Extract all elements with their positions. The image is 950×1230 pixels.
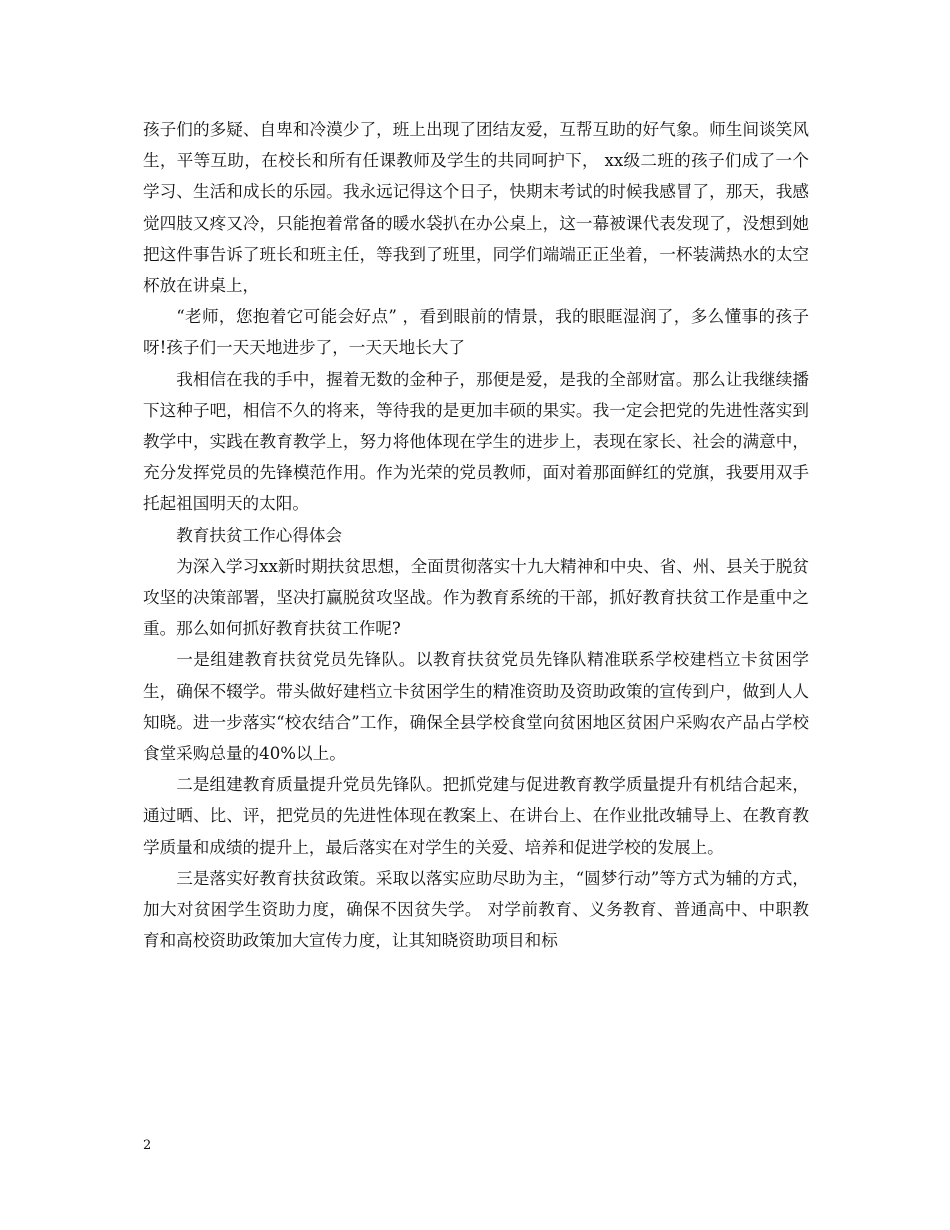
paragraph-intro: 为深入学习xx新时期扶贫思想，全面贯彻落实十九大精神和中央、省、州、县关于脱贫攻坚的决策部署，坚决打赢脱贫攻坚战。作为教育系统的干部，抓好教育扶贫工作是重中之重。那么如何抓好教育扶贫工作呢?: [143, 556, 809, 639]
paragraph-point-three: 三是落实好教育扶贫政策。采取以落实应助尽助为主，“圆梦行动”等方式为辅的方式，加大对贫困学生资助力度，确保不因贫失学。 对学前教育、义务教育、普通高中、中职教育和高校资助政策加大宣传力度，让其知晓资助项目和标: [143, 868, 809, 951]
paragraph-point-one: 一是组建教育扶贫党员先锋队。以教育扶贫党员先锋队精准联系学校建档立卡贫困学生，确保不辍学。带头做好建档立卡贫困学生的精准资助及资助政策的宣传到户，做到人人知晓。进一步落实“校农结合”工作，确保全县学校食堂向贫困地区贫困户采购农产品占学校食堂采购总量的40%以上。: [143, 650, 809, 764]
document-body: [143, 114, 809, 956]
paragraph-teacher-quote: “老师，您抱着它可能会好点” ，看到眼前的情景，我的眼眶湿润了，多么懂事的孩子呀!孩子们一天天地进步了，一天天地长大了: [143, 307, 809, 358]
page-number: 2: [143, 1138, 152, 1153]
section-title: 教育扶贫工作心得体会: [176, 525, 343, 545]
paragraph-golden-seeds: 我相信在我的手中，握着无数的金种子，那便是爱，是我的全部财富。那么让我继续播下这种子吧，相信不久的将来，等待我的是更加丰硕的果实。我一定会把党的先进性落实到教学中，实践在教育教学上，努力将他体现在学生的进步上，表现在家长、社会的满意中，充分发挥党员的先锋模范作用。作为光荣的党员教师，面对着那面鲜红的党旗，我要用双手托起祖国明天的太阳。: [143, 369, 809, 514]
paragraph-continuation: 孩子们的多疑、自卑和冷漠少了，班上出现了团结友爱，互帮互助的好气象。师生间谈笑风生，平等互助，在校长和所有任课教师及学生的共同呵护下， xx级二班的孩子们成了一个学习、生活和成长的乐园。我永远记得这个日子，快期末考试的时候我感冒了，那天，我感觉四肢又疼又冷，只能抱着常备的暖水袋扒在办公桌上，这一幕被课代表发现了，没想到她把这件事告诉了班长和班主任，等我到了班里，同学们端端正正坐着，一杯装满热水的太空杯放在讲桌上，: [143, 120, 809, 296]
paragraph-point-two: 二是组建教育质量提升党员先锋队。把抓党建与促进教育教学质量提升有机结合起来，通过晒、比、评，把党员的先进性体现在教案上、在讲台上、在作业批改辅导上、在教育教学质量和成绩的提升上，最后落实在对学生的关爱、培养和促进学校的发展上。: [143, 775, 809, 857]
